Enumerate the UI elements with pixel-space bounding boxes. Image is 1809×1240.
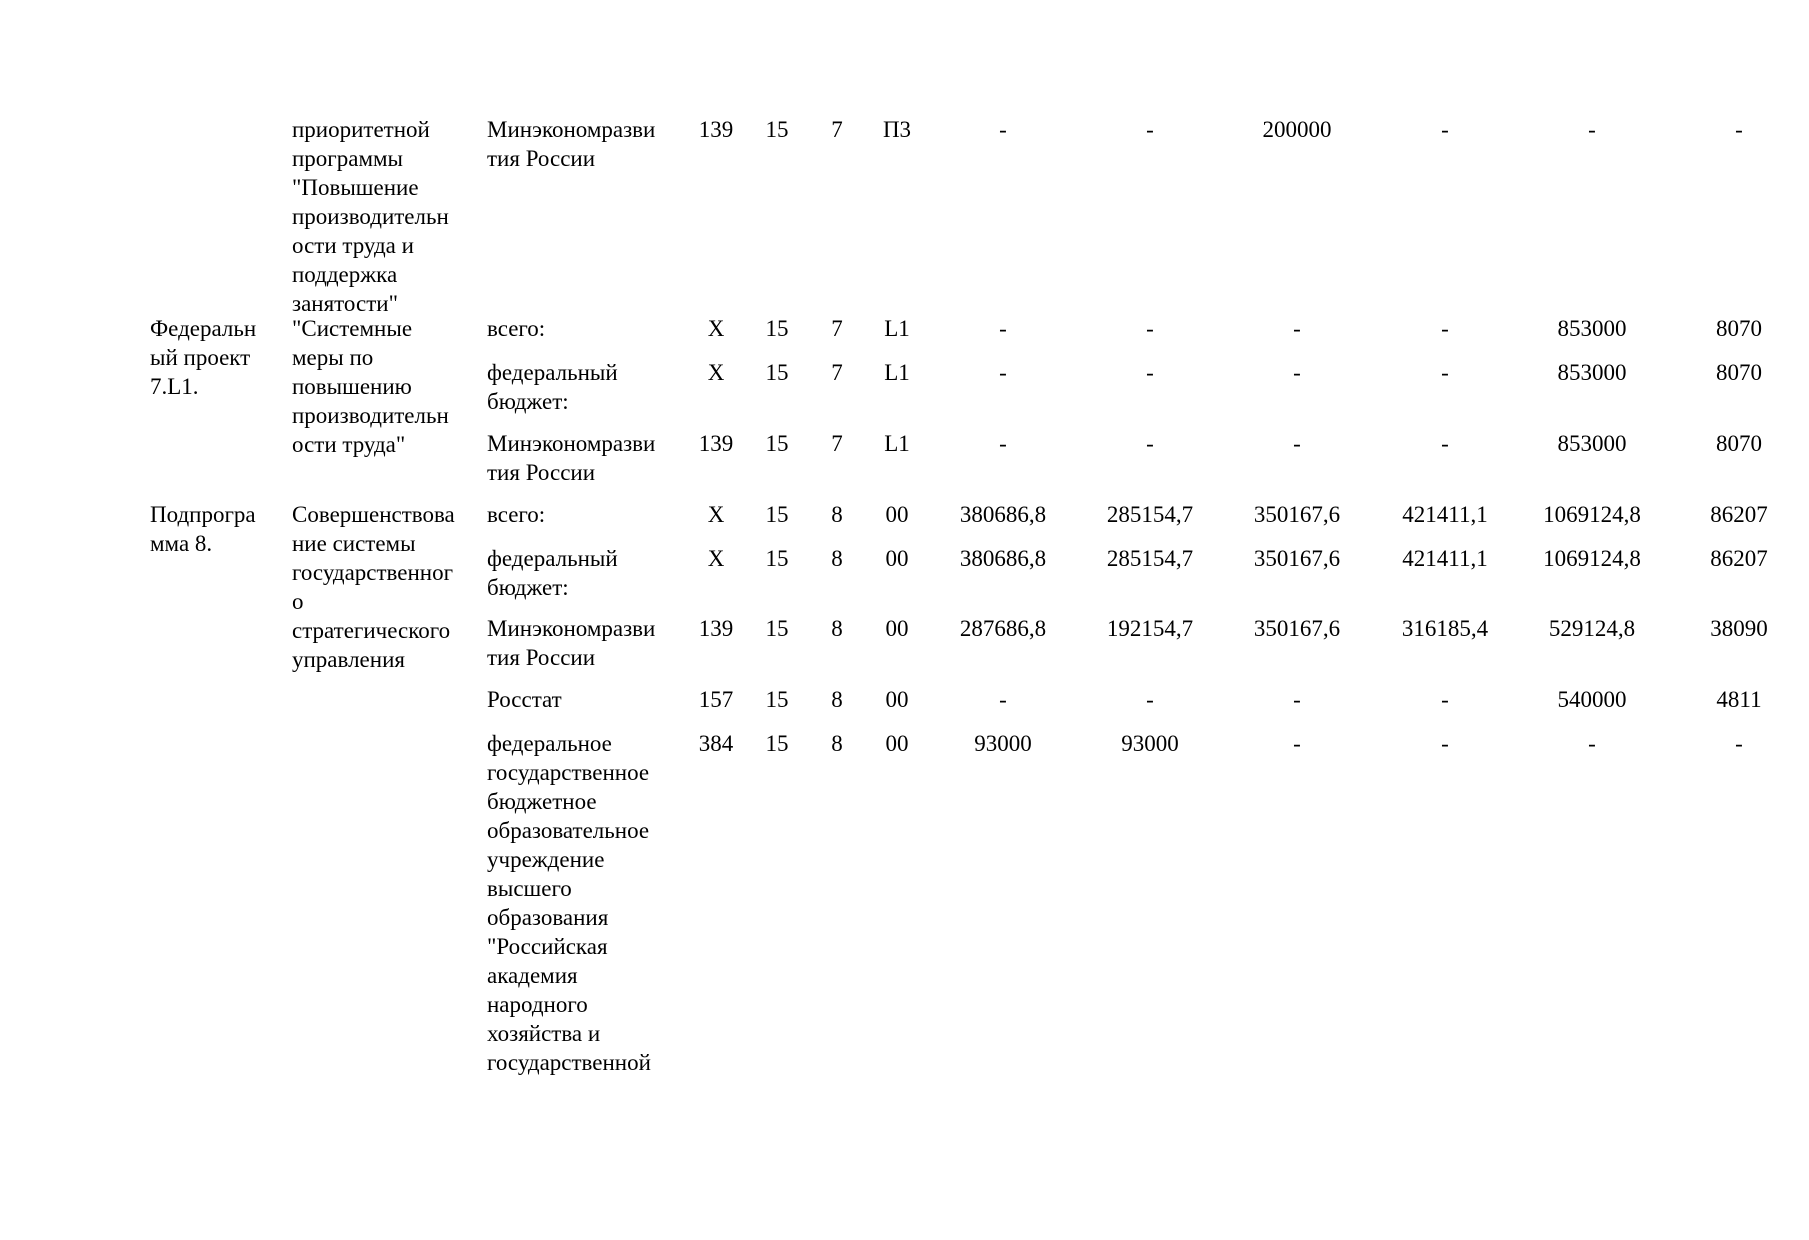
value-year-5: -	[1588, 731, 1596, 756]
value-year-6: 4811	[1716, 687, 1762, 712]
code-result: L1	[884, 360, 910, 385]
row-title: "Системные меры по повышению производительн ости труда"	[292, 316, 449, 457]
value-year-4: -	[1441, 360, 1449, 385]
code-grbs: X	[707, 546, 725, 571]
code-grbs: 384	[698, 731, 734, 756]
code-result: П3	[882, 117, 912, 142]
code-main-event: 8	[831, 731, 843, 756]
value-year-5: -	[1588, 117, 1596, 142]
code-result: 00	[885, 687, 909, 712]
value-year-3: -	[1293, 316, 1301, 341]
code-main-event: 8	[831, 687, 843, 712]
row-administrator: Минэкономразви тия России	[487, 117, 656, 171]
value-year-2: -	[1146, 431, 1154, 456]
value-year-3: 350167,6	[1253, 616, 1341, 641]
value-year-5: 1069124,8	[1543, 502, 1641, 527]
code-grbs: X	[707, 316, 725, 341]
code-subprogram: 15	[765, 431, 789, 456]
value-year-2: -	[1146, 316, 1154, 341]
code-subprogram: 15	[765, 731, 789, 756]
value-year-2: -	[1146, 687, 1154, 712]
row-title: Совершенствова ние системы государственног о стратегического управления	[292, 502, 455, 672]
value-year-1: 287686,8	[959, 616, 1047, 641]
value-year-1: -	[999, 360, 1007, 385]
value-year-4: -	[1441, 431, 1449, 456]
value-year-2: -	[1146, 117, 1154, 142]
value-year-2: 93000	[1121, 731, 1179, 756]
value-year-3: 350167,6	[1253, 546, 1341, 571]
code-result: 00	[885, 731, 909, 756]
code-subprogram: 15	[765, 616, 789, 641]
code-result: L1	[884, 316, 910, 341]
value-year-4: -	[1441, 316, 1449, 341]
value-year-3: -	[1293, 731, 1301, 756]
value-year-2: 285154,7	[1106, 502, 1194, 527]
value-year-1: -	[999, 117, 1007, 142]
code-grbs: 139	[698, 431, 734, 456]
code-main-event: 7	[831, 117, 843, 142]
value-year-1: 93000	[974, 731, 1032, 756]
value-year-5: 853000	[1557, 431, 1627, 456]
code-main-event: 7	[831, 316, 843, 341]
row-administrator: Минэкономразви тия России	[487, 431, 656, 485]
value-year-4: 421411,1	[1402, 546, 1488, 571]
value-year-3: -	[1293, 687, 1301, 712]
value-year-6: -	[1735, 731, 1743, 756]
code-result: 00	[885, 616, 909, 641]
code-grbs: X	[707, 502, 725, 527]
value-year-4: -	[1441, 731, 1449, 756]
code-grbs: 139	[698, 117, 734, 142]
row-section-label: Подпрогра мма 8.	[150, 502, 256, 556]
row-title: приоритетной программы "Повышение производительн ости труда и поддержка занятости"	[292, 117, 449, 316]
value-year-6: -	[1735, 117, 1743, 142]
value-year-1: -	[999, 431, 1007, 456]
value-year-6: 86207	[1710, 502, 1768, 527]
value-year-3: 350167,6	[1253, 502, 1341, 527]
value-year-4: -	[1441, 687, 1449, 712]
code-result: L1	[884, 431, 910, 456]
row-administrator: всего:	[487, 502, 546, 527]
code-subprogram: 15	[765, 502, 789, 527]
value-year-6: 38090	[1710, 616, 1768, 641]
code-subprogram: 15	[765, 687, 789, 712]
value-year-2: 285154,7	[1106, 546, 1194, 571]
code-main-event: 7	[831, 431, 843, 456]
value-year-6: 86207	[1710, 546, 1768, 571]
value-year-1: 380686,8	[959, 502, 1047, 527]
value-year-6: 8070	[1716, 316, 1762, 341]
code-grbs: 139	[698, 616, 734, 641]
code-main-event: 8	[831, 502, 843, 527]
row-administrator: всего:	[487, 316, 546, 341]
row-administrator: федеральный бюджет:	[487, 360, 618, 414]
value-year-6: 8070	[1716, 431, 1762, 456]
value-year-6: 8070	[1716, 360, 1762, 385]
row-administrator: федеральный бюджет:	[487, 546, 618, 600]
value-year-5: 853000	[1557, 360, 1627, 385]
code-subprogram: 15	[765, 316, 789, 341]
value-year-1: -	[999, 316, 1007, 341]
value-year-2: 192154,7	[1106, 616, 1194, 641]
value-year-4: -	[1441, 117, 1449, 142]
code-main-event: 8	[831, 616, 843, 641]
value-year-3: -	[1293, 360, 1301, 385]
row-section-label: Федеральн ый проект 7.L1.	[150, 316, 257, 399]
value-year-4: 316185,4	[1401, 616, 1489, 641]
code-grbs: 157	[698, 687, 734, 712]
code-subprogram: 15	[765, 360, 789, 385]
code-main-event: 8	[831, 546, 843, 571]
value-year-1: -	[999, 687, 1007, 712]
value-year-5: 540000	[1557, 687, 1627, 712]
value-year-4: 421411,1	[1402, 502, 1488, 527]
row-administrator: Росстат	[487, 687, 562, 712]
value-year-3: -	[1293, 431, 1301, 456]
value-year-5: 529124,8	[1548, 616, 1636, 641]
row-administrator: Минэкономразви тия России	[487, 616, 656, 670]
code-grbs: X	[707, 360, 725, 385]
code-subprogram: 15	[765, 117, 789, 142]
code-result: 00	[885, 502, 909, 527]
code-main-event: 7	[831, 360, 843, 385]
value-year-1: 380686,8	[959, 546, 1047, 571]
code-subprogram: 15	[765, 546, 789, 571]
value-year-3: 200000	[1262, 117, 1332, 142]
row-administrator: федеральное государственное бюджетное образовательное учреждение высшего образования "Российская академия народного хозяйства и государственной	[487, 731, 651, 1075]
value-year-5: 1069124,8	[1543, 546, 1641, 571]
code-result: 00	[885, 546, 909, 571]
value-year-5: 853000	[1557, 316, 1627, 341]
value-year-2: -	[1146, 360, 1154, 385]
